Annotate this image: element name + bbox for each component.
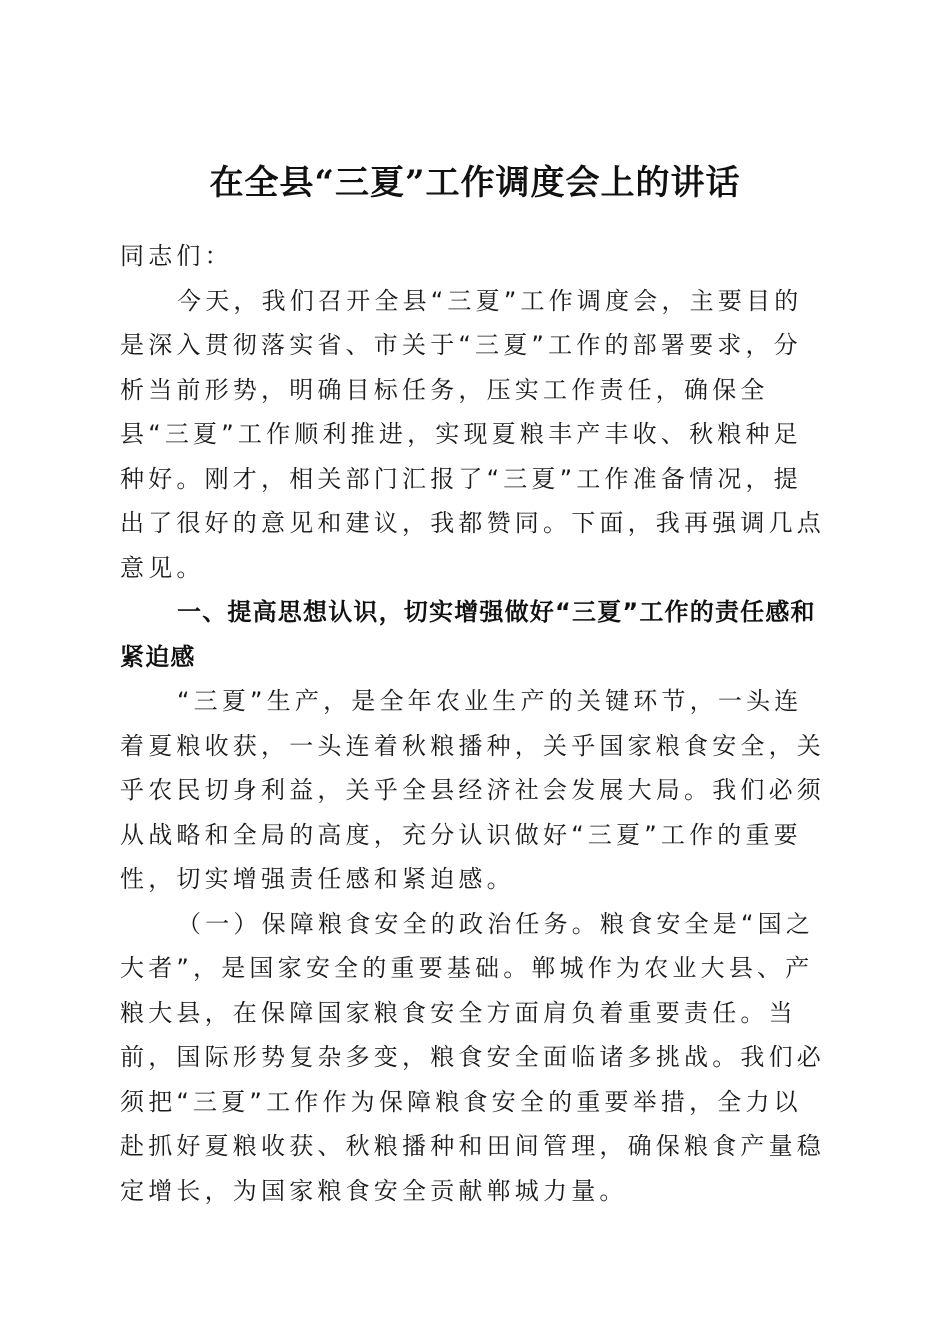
document-title: 在全县“三夏”工作调度会上的讲话 bbox=[209, 162, 741, 203]
section-1-paragraph: “三夏”生产，是全年农业生产的关键环节，一头连着夏粮收获，一头连着秋粮播种，关乎国家粮食安全，关乎农民切身利益，关乎全县经济社会发展大局。我们必须从战略和全局的高度，充分认识做好“三夏”工作的重要性，切实增强责任感和紧迫感。 bbox=[120, 687, 825, 893]
subsection-1-paragraph: （一）保障粮食安全的政治任务。粮食安全是“国之大者”，是国家安全的重要基础。郸城作为农业大县、产粮大县，在保障国家粮食安全方面肩负着重要责任。当前，国际形势复杂多变，粮食安全面临诸多挑战。我们必须把“三夏”工作作为保障粮食安全的重要举措，全力以赴抓好夏粮收获、秋粮播种和田间管理，确保粮食产量稳定增长，为国家粮食安全贡献郸城力量。 bbox=[120, 909, 825, 1205]
salutation: 同志们： bbox=[120, 242, 233, 270]
intro-paragraph: 今天，我们召开全县“三夏”工作调度会，主要目的是深入贯彻落实省、市关于“三夏”工作的部署要求，分析当前形势，明确目标任务，压实工作责任，确保全县“三夏”工作顺利推进，实现夏粮丰产丰收、秋粮种足种好。刚才，相关部门汇报了“三夏”工作准备情况，提出了很好的意见和建议，我都赞同。下面，我再强调几点意见。 bbox=[120, 286, 825, 582]
section-1-heading: 一、提高思想认识，切实增强做好“三夏”工作的责任感和紧迫感 bbox=[120, 598, 816, 671]
document-body bbox=[120, 234, 830, 1213]
